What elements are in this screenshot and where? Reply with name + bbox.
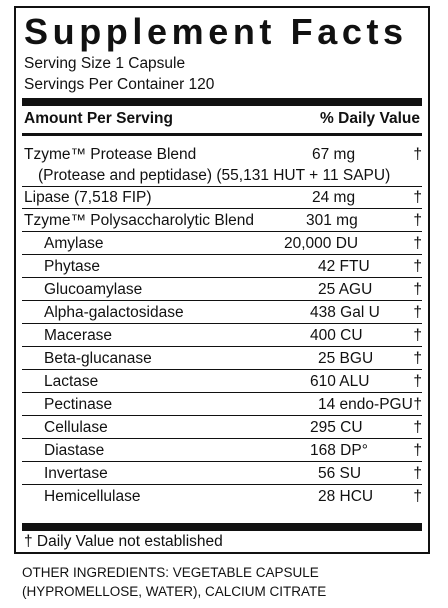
daily-value-mark: † [413, 327, 422, 344]
ingredient-amount: 28 HCU [318, 488, 374, 505]
ingredient-name: Lipase (7,518 FIP) [24, 189, 152, 206]
daily-value-mark: † [413, 189, 422, 206]
ingredient-amount: 67 mg [312, 146, 356, 163]
ingredient-row-protease-detail [22, 166, 422, 187]
ingredient-row-beta-glucanase [22, 349, 422, 370]
ingredient-row-lipase [22, 188, 422, 209]
ingredient-amount: 25 BGU [318, 350, 374, 367]
servings-per-container: Servings Per Container 120 [24, 76, 215, 93]
ingredient-detail: (Protease and peptidase) (55,131 HUT + 11 SAPU) [38, 167, 391, 184]
ingredient-row-diastase [22, 441, 422, 462]
other-ingredients-line-2: (HYPROMELLOSE, WATER), CALCIUM CITRATE [22, 584, 327, 599]
daily-value-mark: † [413, 488, 422, 505]
daily-value-mark: † [413, 146, 422, 163]
ingredient-name: Pectinase [44, 396, 113, 413]
ingredient-amount: 301 mg [306, 212, 358, 229]
daily-value-mark: † [413, 235, 422, 252]
daily-value-mark: † [413, 373, 422, 390]
ingredient-amount: 24 mg [312, 189, 356, 206]
top-thick-divider [22, 98, 422, 106]
ingredient-name: Glucoamylase [44, 281, 143, 298]
panel-title: Supplement Facts [24, 11, 408, 52]
other-ingredients [22, 563, 326, 601]
ingredient-row-amylase [22, 234, 422, 255]
ingredient-row-glucoamylase [22, 280, 422, 301]
amount-per-serving-header: Amount Per Serving [24, 110, 173, 127]
daily-value-mark: † [413, 442, 422, 459]
ingredient-row-polysaccharolytic-blend [22, 211, 422, 232]
ingredient-amount: 400 CU [310, 327, 363, 344]
ingredient-amount: 42 FTU [318, 258, 370, 275]
ingredient-name: Tzyme™ Polysaccharolytic Blend [24, 212, 254, 229]
ingredient-amount: 56 SU [318, 465, 362, 482]
daily-value-mark: † [413, 281, 422, 298]
ingredient-name: Cellulase [44, 419, 108, 436]
ingredient-name: Diastase [44, 442, 105, 459]
ingredient-name: Tzyme™ Protease Blend [24, 146, 197, 163]
daily-value-mark: † [413, 350, 422, 367]
supplement-facts-panel [14, 6, 430, 554]
ingredient-name: Phytase [44, 258, 101, 275]
ingredient-row-invertase [22, 464, 422, 485]
daily-value-mark: † [413, 419, 422, 436]
daily-value-mark: † [413, 396, 422, 413]
ingredient-name: Hemicellulase [44, 488, 141, 505]
ingredient-row-macerase [22, 326, 422, 347]
ingredient-name: Macerase [44, 327, 113, 344]
ingredient-amount: 20,000 DU [284, 235, 359, 252]
ingredient-name: Invertase [44, 465, 108, 482]
daily-value-footnote: † Daily Value not established [24, 533, 223, 550]
ingredient-amount: 25 AGU [318, 281, 373, 298]
ingredient-name: Amylase [44, 235, 104, 252]
other-ingredients-line-1: OTHER INGREDIENTS: VEGETABLE CAPSULE [22, 565, 319, 580]
ingredient-row-hemicellulase [22, 487, 422, 507]
daily-value-mark: † [413, 465, 422, 482]
ingredient-row-lactase [22, 372, 422, 393]
daily-value-header: % Daily Value [320, 110, 420, 127]
daily-value-mark: † [413, 304, 422, 321]
ingredient-row-phytase [22, 257, 422, 278]
ingredient-amount: 438 Gal U [310, 304, 380, 321]
ingredient-amount: 14 endo-PGU [318, 396, 413, 413]
ingredient-amount: 168 DP° [310, 442, 368, 459]
ingredient-name: Lactase [44, 373, 99, 390]
ingredient-row-pectinase [22, 395, 422, 416]
bottom-thick-divider [22, 523, 422, 531]
serving-size: Serving Size 1 Capsule [24, 55, 186, 72]
ingredient-amount: 610 ALU [310, 373, 370, 390]
ingredient-name: Beta-glucanase [44, 350, 152, 367]
ingredient-amount: 295 CU [310, 419, 363, 436]
daily-value-mark: † [413, 258, 422, 275]
ingredient-row-alpha-galactosidase [22, 303, 422, 324]
ingredient-row-cellulase [22, 418, 422, 439]
daily-value-mark: † [413, 212, 422, 229]
ingredient-name: Alpha-galactosidase [44, 304, 184, 321]
header-divider [22, 133, 422, 136]
